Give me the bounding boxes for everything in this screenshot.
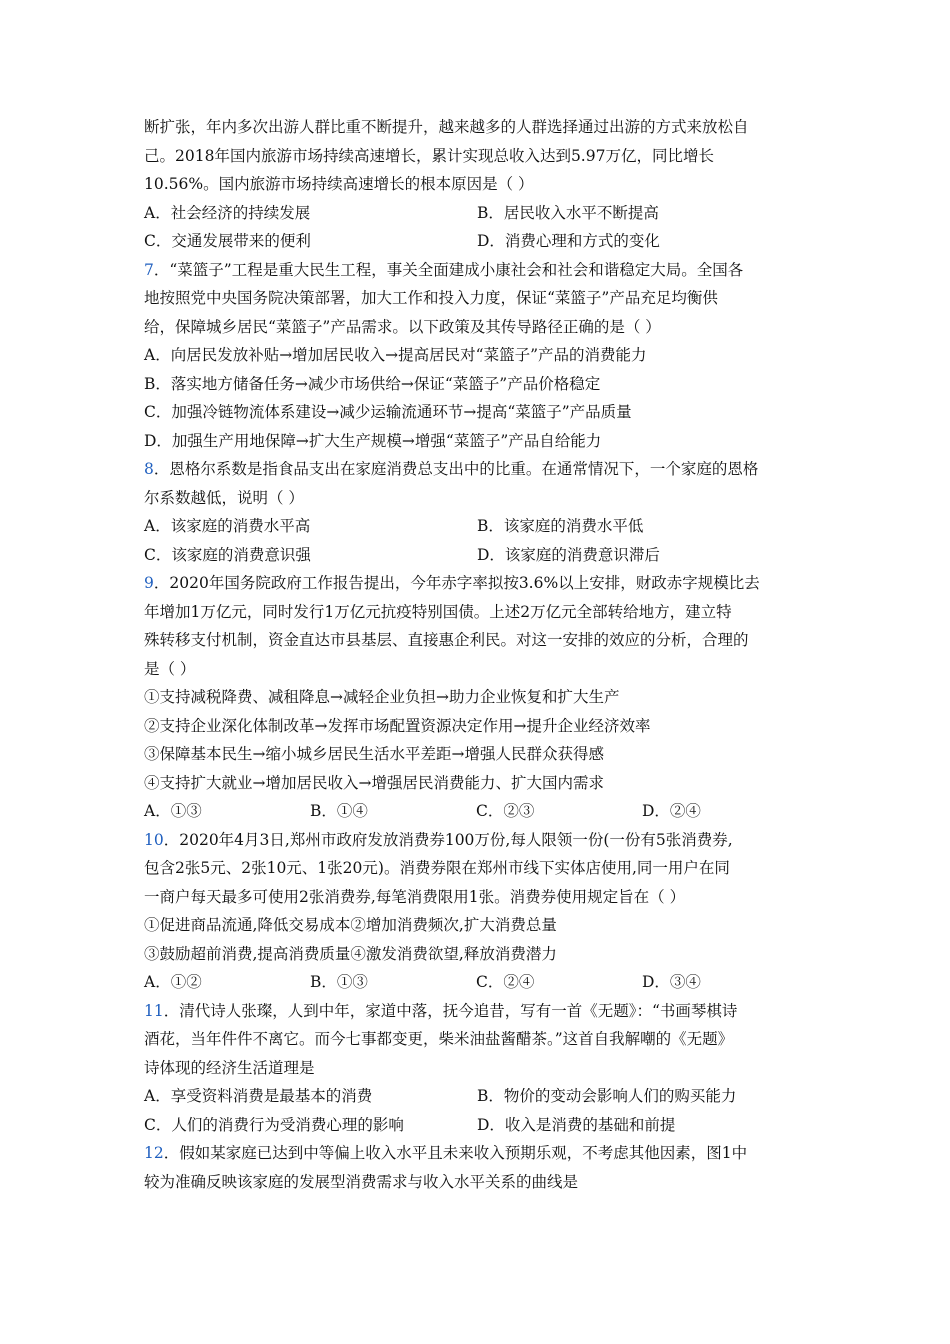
question-text: ．清代诗人张璨，人到中年，家道中落，抚今追昔，写有一首《无题》：“书画琴棋诗 <box>163 1001 738 1020</box>
option-b: B．①③ <box>310 973 368 991</box>
option-d: D．②④ <box>642 802 701 820</box>
question-number: 7 <box>144 260 154 279</box>
option-a: A．享受资料消费是最基本的消费 <box>144 1087 373 1105</box>
option-d: D．消费心理和方式的变化 <box>477 232 660 250</box>
option-b: B．落实地方储备任务→减少市场供给→保证“菜篮子”产品价格稳定 <box>144 374 601 393</box>
question-number: 9 <box>144 574 154 592</box>
option-c: C．②③ <box>476 802 535 820</box>
question-text: ．2020年国务院政府工作报告提出，今年赤字率拟按3.6%以上安排，财政赤字规模比去 <box>153 574 760 592</box>
paragraph-line: 尔系数越低，说明（ ） <box>144 488 304 507</box>
option-c: C．②④ <box>476 973 535 991</box>
question-text: ．恩格尔系数是指食品支出在家庭消费总支出中的比重。在通常情况下，一个家庭的恩格 <box>153 460 759 478</box>
paragraph-line: 较为准确反映该家庭的发展型消费需求与收入水平关系的曲线是 <box>144 1172 579 1191</box>
question-number: 12 <box>144 1144 164 1162</box>
option-a: A．该家庭的消费水平高 <box>144 517 311 535</box>
option-b: B．物价的变动会影响人们的购买能力 <box>477 1087 737 1105</box>
option-a: A．向居民发放补贴→增加居民收入→提高居民对“菜篮子”产品的消费能力 <box>144 346 647 364</box>
paragraph-line: 诗体现的经济生活道理是 <box>144 1058 315 1077</box>
statement-2: ②支持企业深化体制改革→发挥市场配置资源决定作用→提升企业经济效率 <box>144 716 651 735</box>
option-a: A．①② <box>144 973 202 991</box>
statement-3-4: ③鼓励超前消费,提高消费质量④激发消费欲望,释放消费潜力 <box>144 944 557 963</box>
option-b: B．居民收入水平不断提高 <box>477 203 659 222</box>
paragraph-line: 断扩张，年内多次出游人群比重不断提升，越来越多的人群选择通过出游的方式来放松自 <box>144 118 749 136</box>
statement-1: ①支持减税降费、减租降息→减轻企业负担→助力企业恢复和扩大生产 <box>144 688 620 706</box>
question-9-line <box>144 569 814 598</box>
paragraph-line: 是（ ） <box>144 659 196 678</box>
question-text: ．2020年4月3日,郑州市政府发放消费券100万份,每人限领一份(一份有5张消费券, <box>163 830 733 849</box>
option-row <box>144 199 814 228</box>
question-10-line <box>144 826 814 855</box>
paragraph-line: 酒花，当年件件不离它。而今七事都变更，柴米油盐酱醋茶。”这首自我解嘲的《无题》 <box>144 1030 734 1048</box>
paragraph-line: 地按照党中央国务院决策部署，加大工作和投入力度，保证“菜篮子”产品充足均衡供 <box>144 289 718 307</box>
question-number: 10 <box>144 830 164 849</box>
paragraph-line: 给，保障城乡居民“菜篮子”产品需求。以下政策及其传导路径正确的是（ ） <box>144 317 661 336</box>
option-a: A．①③ <box>144 802 202 820</box>
statement-4: ④支持扩大就业→增加居民收入→增强居民消费能力、扩大国内需求 <box>144 773 604 792</box>
question-text: ．“菜篮子”工程是重大民生工程，事关全面建成小康社会和社会和谐稳定大局。全国各 <box>153 260 744 279</box>
paragraph-line: 己。2018年国内旅游市场持续高速增长，累计实现总收入达到5.97万亿，同比增长 <box>144 146 714 165</box>
option-row <box>144 541 814 570</box>
document-content <box>144 113 814 1196</box>
option-row <box>144 968 814 997</box>
statement-1-2: ①促进商品流通,降低交易成本②增加消费频次,扩大消费总量 <box>144 916 557 934</box>
question-text: ．假如某家庭已达到中等偏上收入水平且未来收入预期乐观，不考虑其他因素，图1中 <box>163 1144 748 1162</box>
option-b: B．该家庭的消费水平低 <box>477 517 644 535</box>
option-row <box>144 512 814 541</box>
option-d: D．该家庭的消费意识滞后 <box>477 545 660 564</box>
paragraph-line: 10.56%。国内旅游市场持续高速增长的根本原因是（ ） <box>144 175 534 193</box>
question-number: 11 <box>144 1001 164 1020</box>
option-row <box>144 1111 814 1140</box>
option-d: D．收入是消费的基础和前提 <box>477 1115 676 1134</box>
question-7-line <box>144 256 814 285</box>
question-8-line <box>144 455 814 484</box>
option-b: B．①④ <box>310 802 368 820</box>
option-c: C．该家庭的消费意识强 <box>144 545 311 564</box>
option-c: C．加强冷链物流体系建设→减少运输流通环节→提高“菜篮子”产品质量 <box>144 403 632 421</box>
option-a: A．社会经济的持续发展 <box>144 203 311 222</box>
option-c: C．交通发展带来的便利 <box>144 232 311 250</box>
statement-3: ③保障基本民生→缩小城乡居民生活水平差距→增强人民群众获得感 <box>144 745 604 763</box>
paragraph-line: 包含2张5元、2张10元、1张20元)。消费券限在郑州市线下实体店使用,同一用户在同 <box>144 859 730 877</box>
question-11-line <box>144 997 814 1026</box>
option-d: D．③④ <box>642 973 701 991</box>
paragraph-line: 一商户每天最多可使用2张消费券,每笔消费限用1张。消费券使用规定旨在（ ） <box>144 887 686 906</box>
option-row <box>144 797 814 826</box>
question-12-line <box>144 1139 814 1168</box>
question-number: 8 <box>144 460 154 478</box>
option-c: C．人们的消费行为受消费心理的影响 <box>144 1115 404 1134</box>
paragraph-line: 年增加1万亿元，同时发行1万亿元抗疫特别国债。上述2万亿元全部转给地方，建立特 <box>144 602 732 621</box>
option-row <box>144 1082 814 1111</box>
option-row <box>144 227 814 256</box>
paragraph-line: 殊转移支付机制，资金直达市县基层、直接惠企利民。对这一安排的效应的分析，合理的 <box>144 631 749 649</box>
option-d: D．加强生产用地保障→扩大生产规模→增强“菜篮子”产品自给能力 <box>144 431 602 450</box>
